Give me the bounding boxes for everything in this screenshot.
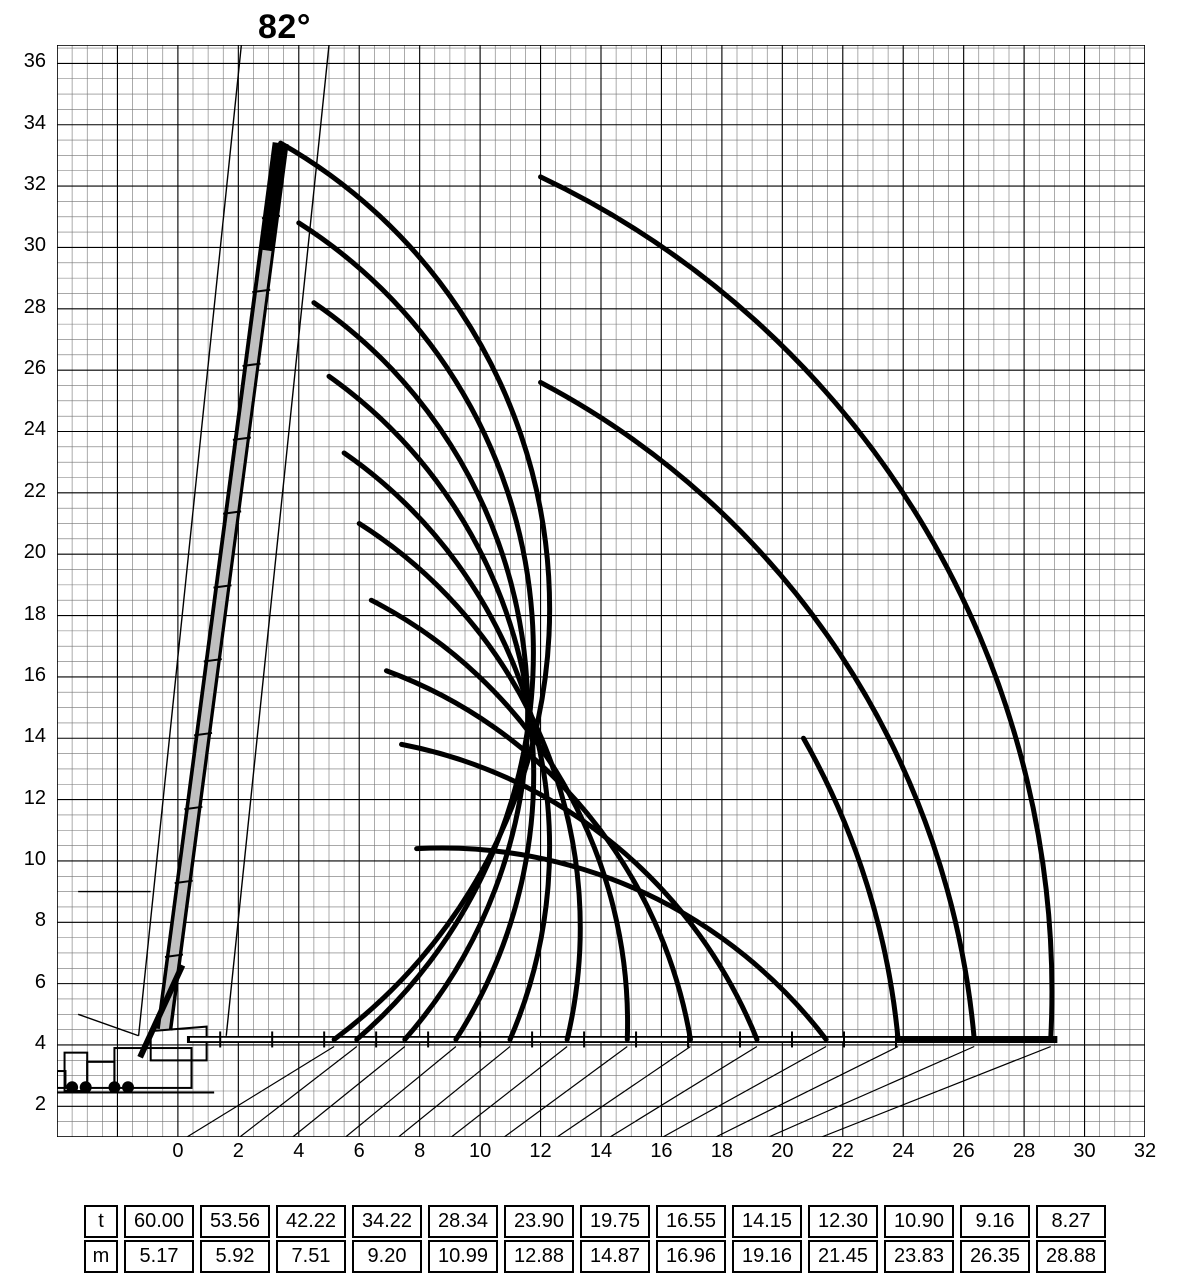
x-axis-tick: 4 xyxy=(293,1140,305,1162)
x-axis-tick: 26 xyxy=(952,1140,975,1162)
capacity-cell: 16.55 xyxy=(656,1205,726,1238)
x-axis-tick: 32 xyxy=(1133,1140,1157,1162)
x-axis-tick: 16 xyxy=(650,1140,673,1162)
load-radius-arc xyxy=(281,143,550,1039)
unit-cell: m xyxy=(84,1240,118,1273)
radius-cell: 21.45 xyxy=(808,1240,878,1273)
capacity-table-grid xyxy=(78,1203,1112,1275)
y-axis-tick: 14 xyxy=(23,725,46,748)
y-axis-tick: 16 xyxy=(23,663,46,686)
y-axis-tick: 4 xyxy=(34,1031,46,1054)
y-axis-tick: 34 xyxy=(23,111,46,134)
capacity-cell: 42.22 xyxy=(276,1205,346,1238)
y-axis-tick: 30 xyxy=(23,234,46,257)
y-axis-tick: 32 xyxy=(23,173,46,196)
radius-cell: 14.87 xyxy=(580,1240,650,1273)
radius-cell: 19.16 xyxy=(732,1240,802,1273)
y-axis-tick: 18 xyxy=(23,602,46,625)
y-axis-tick: 12 xyxy=(23,786,46,809)
radius-cell: 23.83 xyxy=(884,1240,954,1273)
x-axis-tick: 14 xyxy=(589,1140,613,1162)
load-radius-arc xyxy=(803,738,898,1039)
x-axis-tick: 30 xyxy=(1073,1140,1096,1162)
radius-cell: 5.17 xyxy=(124,1240,194,1273)
radius-cell: 16.96 xyxy=(656,1240,726,1273)
radius-cell: 7.51 xyxy=(276,1240,346,1273)
y-axis-tick: 20 xyxy=(23,541,46,564)
capacity-cell: 34.22 xyxy=(352,1205,422,1238)
capacity-table xyxy=(78,1203,1112,1265)
radius-cell: 5.92 xyxy=(200,1240,270,1273)
x-axis-tick: 20 xyxy=(771,1140,794,1162)
radius-cell: 10.99 xyxy=(428,1240,498,1273)
y-axis-tick: 28 xyxy=(23,295,46,318)
table-row xyxy=(84,1240,1106,1273)
load-radius-arc xyxy=(541,177,1052,1040)
x-axis-tick: 2 xyxy=(232,1140,244,1162)
capacity-cell: 12.30 xyxy=(808,1205,878,1238)
table-row xyxy=(84,1205,1106,1238)
capacity-cell: 14.15 xyxy=(732,1205,802,1238)
capacity-cell: 9.16 xyxy=(960,1205,1030,1238)
y-axis-tick: 24 xyxy=(23,418,46,441)
capacity-cell: 10.90 xyxy=(884,1205,954,1238)
unit-cell: t xyxy=(84,1205,118,1238)
capacity-cell: 19.75 xyxy=(580,1205,650,1238)
capacity-cell: 23.90 xyxy=(504,1205,574,1238)
capacity-cell: 53.56 xyxy=(200,1205,270,1238)
y-axis-tick: 10 xyxy=(23,847,46,870)
x-axis-tick: 0 xyxy=(172,1140,184,1162)
y-axis-tick: 22 xyxy=(23,479,46,502)
y-axis-tick: 8 xyxy=(34,909,46,932)
capacity-cell: 8.27 xyxy=(1036,1205,1106,1238)
capacity-cell: 28.34 xyxy=(428,1205,498,1238)
y-axis-tick: 2 xyxy=(34,1093,46,1116)
load-radius-arc xyxy=(541,382,975,1039)
x-axis-tick: 8 xyxy=(414,1140,426,1162)
chart-plot-area xyxy=(57,45,1145,1137)
x-axis-tick: 12 xyxy=(529,1140,552,1162)
boom-angle-label: 82° xyxy=(258,8,311,46)
x-axis-tick: 18 xyxy=(710,1140,733,1162)
y-axis-tick: 36 xyxy=(23,50,46,73)
y-axis-tick: 6 xyxy=(34,970,46,993)
radius-cell: 28.88 xyxy=(1036,1240,1106,1273)
x-axis-tick: 22 xyxy=(831,1140,854,1162)
x-axis-tick: 10 xyxy=(468,1140,492,1162)
x-axis-tick: 28 xyxy=(1012,1140,1036,1162)
radius-cell: 26.35 xyxy=(960,1240,1030,1273)
load-radius-arc xyxy=(314,303,528,1040)
x-axis-tick: 24 xyxy=(892,1140,915,1162)
radius-cell: 9.20 xyxy=(352,1240,422,1273)
x-axis-tick: 6 xyxy=(353,1140,365,1162)
capacity-cell: 60.00 xyxy=(124,1205,194,1238)
radius-cell: 12.88 xyxy=(504,1240,574,1273)
y-axis-tick: 26 xyxy=(23,357,46,380)
